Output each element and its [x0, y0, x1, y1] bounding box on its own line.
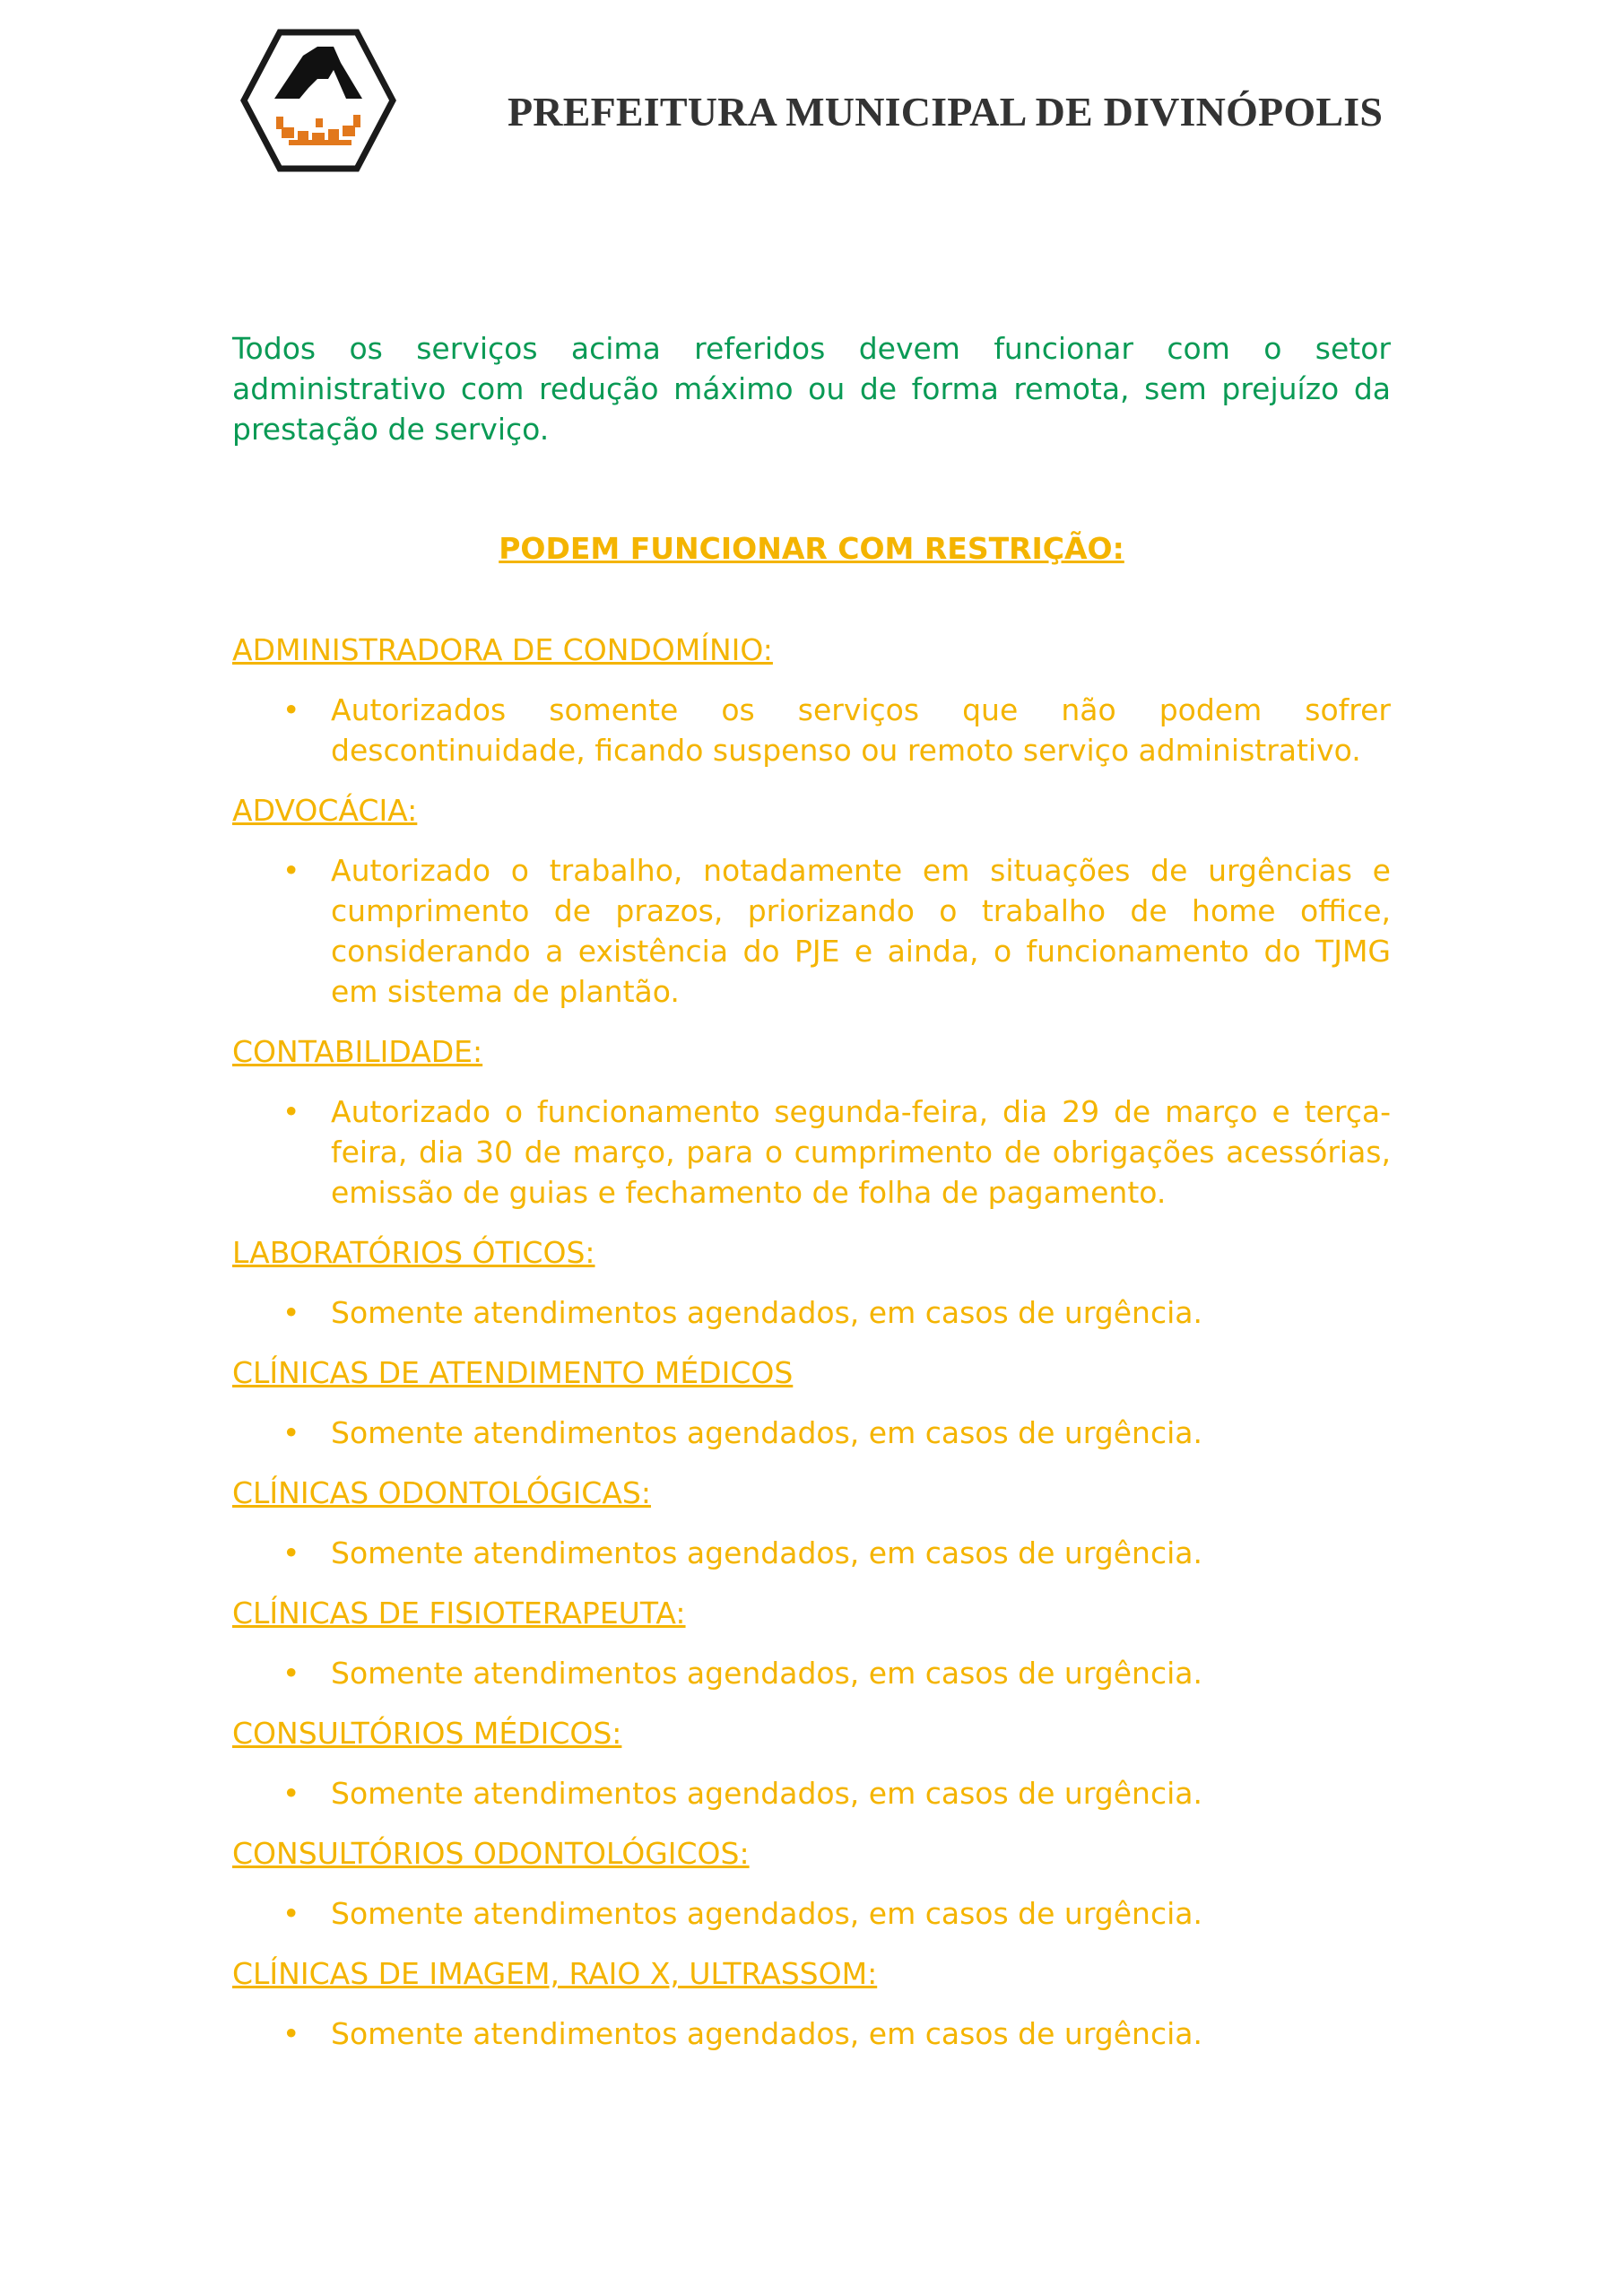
category-heading: CLÍNICAS DE FISIOTERAPEUTA: [232, 1596, 686, 1631]
page-header-title: PREFEITURA MUNICIPAL DE DIVINÓPOLIS [508, 89, 1384, 135]
bullet-icon: • [282, 1776, 300, 1811]
list-item [232, 1893, 1391, 1934]
category-heading: ADVOCÁCIA: [232, 793, 418, 828]
section-heading: PODEM FUNCIONAR COM RESTRIÇÃO: [499, 531, 1124, 566]
list-item-text: Somente atendimentos agendados, em casos de urgência. [331, 1295, 1202, 1330]
list-item [232, 1413, 1391, 1453]
list-item [232, 690, 1391, 770]
list-item-text: Somente atendimentos agendados, em casos de urgência. [331, 2016, 1202, 2051]
category-heading: LABORATÓRIOS ÓTICOS: [232, 1235, 595, 1270]
bullet-icon: • [282, 2016, 300, 2051]
bullet-icon: • [282, 1094, 300, 1129]
restriction-list [232, 630, 1391, 2074]
bullet-icon: • [282, 692, 300, 727]
list-item-text: Somente atendimentos agendados, em casos de urgência. [331, 1656, 1202, 1691]
category-heading: ADMINISTRADORA DE CONDOMÍNIO: [232, 632, 773, 667]
list-item-text: Somente atendimentos agendados, em casos de urgência. [331, 1415, 1202, 1450]
list-item [232, 1653, 1391, 1693]
bullet-icon: • [282, 1415, 300, 1450]
bullet-icon: • [282, 853, 300, 888]
bullet-icon: • [282, 1656, 300, 1691]
list-item-text: Somente atendimentos agendados, em casos de urgência. [331, 1776, 1202, 1811]
category-heading: CLÍNICAS DE IMAGEM, RAIO X, ULTRASSOM: [232, 1956, 878, 1991]
list-item-text: Autorizado o trabalho, notadamente em situações de urgências e cumprimento de prazos, priorizando o trabalho de home office, considerando a existência do PJE e ainda, o funcionamento do TJMG em sistema de plantão. [331, 853, 1391, 1009]
list-item [232, 2013, 1391, 2054]
category-heading: CONTABILIDADE: [232, 1034, 483, 1069]
list-item [232, 1773, 1391, 1813]
list-item [232, 1533, 1391, 1573]
category-heading: CONSULTÓRIOS MÉDICOS: [232, 1716, 622, 1751]
list-item-text: Autorizados somente os serviços que não podem sofrer descontinuidade, ficando suspenso ou remoto serviço administrativo. [331, 692, 1391, 768]
list-item-text: Somente atendimentos agendados, em casos de urgência. [331, 1896, 1202, 1931]
category-heading: CLÍNICAS ODONTOLÓGICAS: [232, 1475, 651, 1510]
municipal-coat-of-arms-icon [240, 27, 396, 174]
list-item [232, 1292, 1391, 1333]
list-item-text: Autorizado o funcionamento segunda-feira, dia 29 de março e terça-feira, dia 30 de março, para o cumprimento de obrigações acessórias, emissão de guias e fechamento de folha de pagamento. [331, 1094, 1391, 1210]
bullet-icon: • [282, 1295, 300, 1330]
list-item [232, 850, 1391, 1012]
bullet-icon: • [282, 1535, 300, 1570]
list-item-text: Somente atendimentos agendados, em casos de urgência. [331, 1535, 1202, 1570]
intro-paragraph: Todos os serviços acima referidos devem funcionar com o setor administrativo com redução máximo ou de forma remota, sem prejuízo da prestação de serviço. [232, 331, 1391, 447]
list-item [232, 1091, 1391, 1213]
category-heading: CLÍNICAS DE ATENDIMENTO MÉDICOS [232, 1355, 794, 1390]
bullet-icon: • [282, 1896, 300, 1931]
category-heading: CONSULTÓRIOS ODONTOLÓGICOS: [232, 1836, 750, 1871]
